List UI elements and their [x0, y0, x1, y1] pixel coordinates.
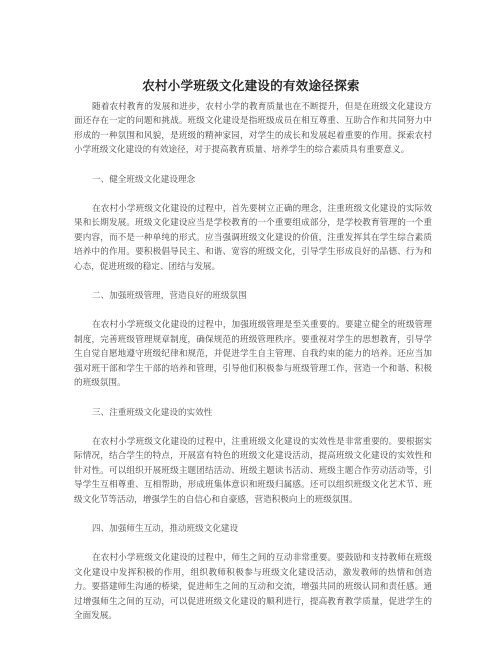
section-paragraph-4: 在农村小学班级文化建设的过程中，师生之间的互动非常重要。要鼓励和支持教师在班级文化建设中发挥积极的作用，组织教师积极参与班级文化建设活动，激发教师的热情和创造力。要搭建师生沟通的桥梁，促进师生之间的互动和交流，增强共同的班级认同和责任感。通过增强师生之间的互动，可以促进班级文化建设的顺利进行，提高教育教学质量，促进学生的全面发展。	[74, 553, 432, 621]
section-heading-4: 四、加强师生互动，推动班级文化建设	[92, 523, 239, 534]
intro-paragraph: 随着农村教育的发展和进步，农村小学的教育质量也在不断提升，但是在班级文化建设方面还存在一定的问题和挑战。班级文化建设是指班级成员在相互尊重、互助合作和共同努力中形成的一种氛围和风貌，是班级的精神家园，对学生的成长和发展起着重要的作用。探索农村小学班级文化建设的有效途径，对于提高教育质量、培养学生的综合素质具有重要意义。	[74, 102, 432, 156]
section-paragraph-2: 在农村小学班级文化建设的过程中，加强班级管理是至关重要的。要建立健全的班级管理制度，完善班级管理规章制度，确保规范的班级管理秩序。要重视对学生的思想教育，引导学生自觉自愿地遵守班级纪律和规范，并促进学生自主管理、自我约束的能力的培养。还应当加强对班干部和学生干部的培养和管理，引导他们积极参与班级管理工作，营造一个和谐、积极的班级氛围。	[74, 320, 432, 389]
document-title: 农村小学班级文化建设的有效途径探索	[142, 78, 360, 93]
section-heading-3: 三、注重班级文化建设的实效性	[92, 407, 213, 418]
section-heading-2: 二、加强班级管理，营造良好的班级氛围	[92, 291, 247, 302]
section-paragraph-3: 在农村小学班级文化建设的过程中，注重班级文化建设的实效性是非常重要的。要根据实际情况，结合学生的特点，开展富有特色的班级文化建设活动，提高班级文化建设的实效性和针对性。可以组织开展班级主题团结活动、班级主题读书活动、班级主题合作劳动活动等，引导学生互相尊重、互相帮助，形成班集体意识和班级归属感。还可以组织班级文化艺术节、班级文化节等活动，增强学生的自信心和自豪感，营造积极向上的班级氛围。	[74, 436, 432, 505]
document-body	[74, 100, 432, 638]
section-heading-1: 一、健全班级文化建设理念	[92, 174, 196, 185]
section-paragraph-1: 在农村小学班级文化建设的过程中，首先要树立正确的理念，注重班级文化建设的实际效果和长期发展。班级文化建设应当是学校教育的一个重要组成部分，是学校教育管理的一个重要内容，而不是一种单纯的形式。应当强调班级文化建设的价值，注重发挥其在学生综合素质培养中的作用。要积极倡导民主、和谐、宽容的班级文化，引导学生形成良好的品德、行为和心态，促进班级的稳定、团结与发展。	[74, 204, 432, 272]
